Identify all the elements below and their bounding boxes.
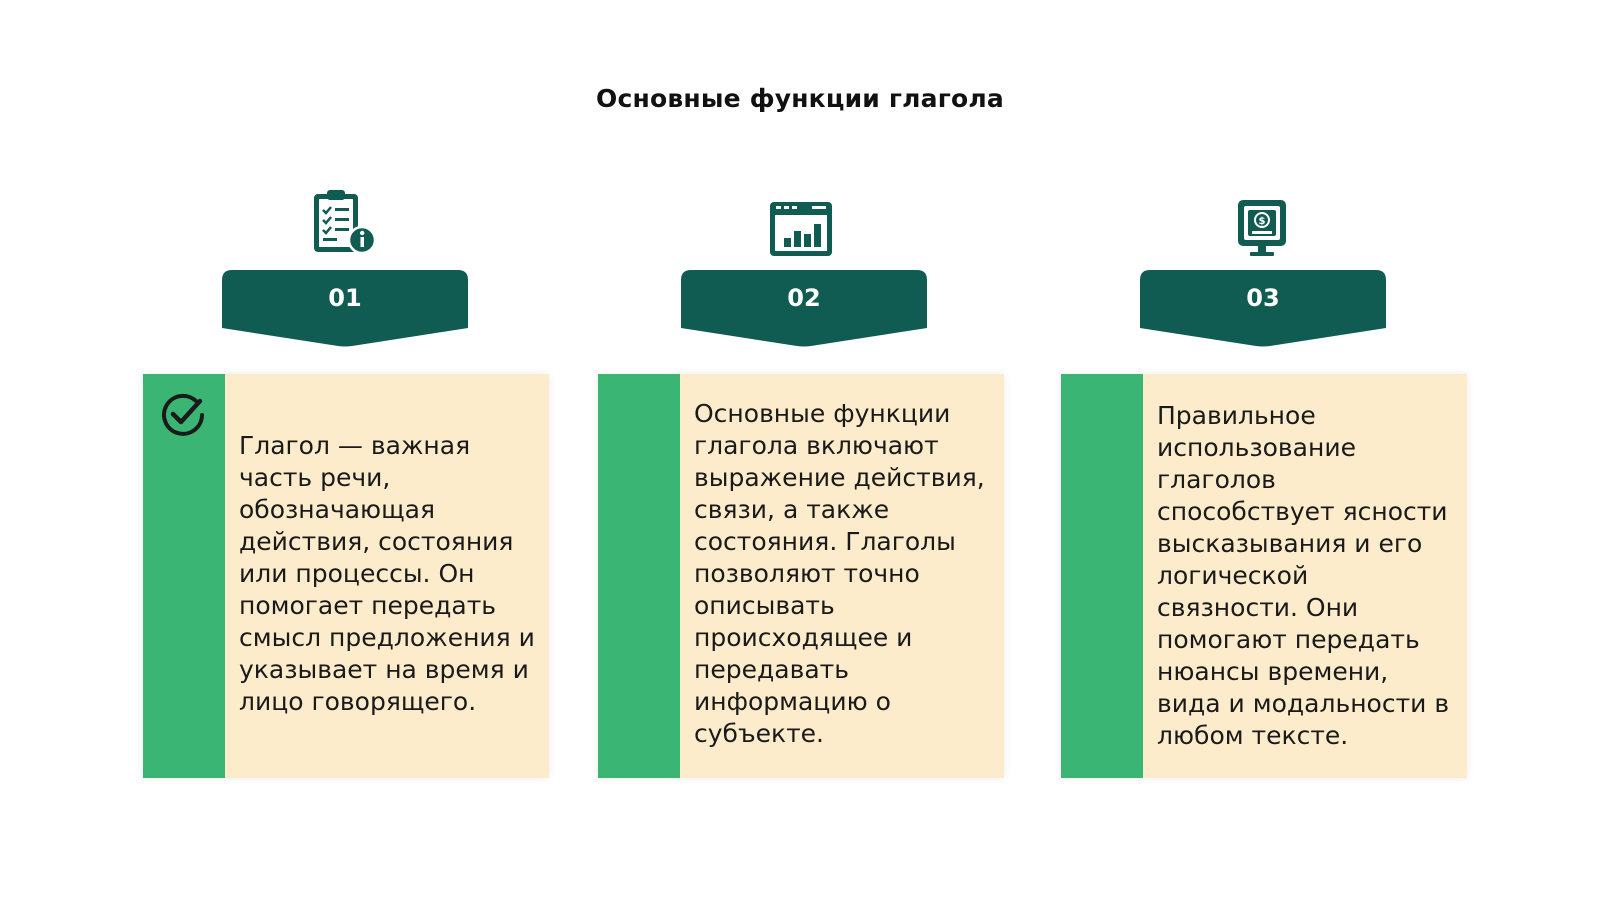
step-card-01: [143, 374, 549, 778]
clipboard-checklist-info-icon: [310, 188, 380, 258]
step-card-03: [1061, 374, 1467, 778]
page-title: Основные функции глагола: [596, 84, 1004, 113]
accent-bar: [598, 374, 680, 778]
card-text: Основные функции глагола включают выражение действия, связи, а также состояния. Глаголы позволяют точно описывать происходящее и передавать информацию о субъекте.: [694, 399, 985, 748]
card-body: [225, 374, 549, 778]
card-text: Правильное использование глаголов способствует ясности высказывания и его логической связности. Они помогают передать нюансы времени, вида и модальности в любом тексте.: [1157, 401, 1450, 750]
step-banner-01: [222, 270, 468, 348]
step-card-02: [598, 374, 1004, 778]
card-text: Глагол — важная часть речи, обозначающая действия, состояния или процессы. Он помогает передать смысл предложения и указывает на время и лицо говорящего.: [239, 431, 535, 716]
card-body: [680, 374, 1004, 778]
step-number: 03: [1246, 284, 1280, 312]
monitor-dollar-icon: [1234, 198, 1290, 258]
browser-bar-chart-icon: [768, 200, 834, 258]
step-number: 01: [328, 284, 362, 312]
accent-bar: [143, 374, 225, 778]
svg-text:$: $: [1258, 216, 1266, 227]
check-circle-icon: [160, 392, 206, 438]
step-number: 02: [787, 284, 821, 312]
step-banner-02: [681, 270, 927, 348]
card-body: [1143, 374, 1467, 778]
accent-bar: [1061, 374, 1143, 778]
step-banner-03: [1140, 270, 1386, 348]
